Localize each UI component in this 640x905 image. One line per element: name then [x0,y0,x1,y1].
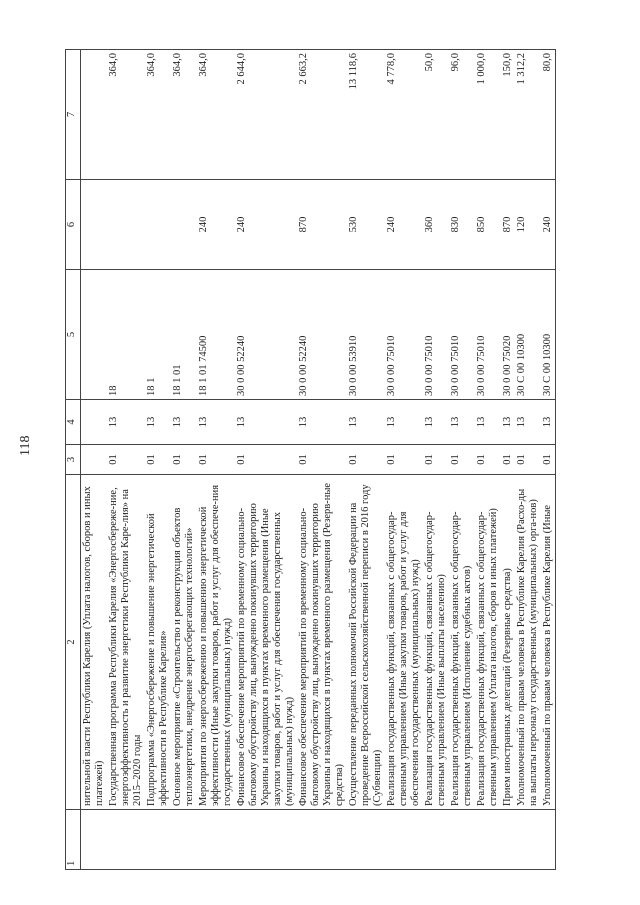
table-row [347,50,385,870]
column-header-2: 2 [66,475,81,810]
cell-col-1 [107,810,145,870]
column-header-4: 4 [66,400,81,445]
cell-col-7: 80,0 [541,50,556,180]
column-header-1: 1 [66,810,81,870]
column-header-3: 3 [66,445,81,475]
cell-col-7: 364,0 [107,50,145,180]
cell-col-7: 13 118,6 [347,50,385,180]
cell-col-3: 01 [235,445,297,475]
cell-name: Мероприятия по энергосбережению и повышению энергетической эффективности (Иные закупки товаров, работ и услуг для обеспече-ния государственных (муниципальных) нужд) [197,475,235,810]
cell-col-4: 13 [107,400,145,445]
cell-col-3: 01 [475,445,501,475]
cell-col-1 [385,810,423,870]
page-number: 118 [18,435,33,456]
cell-col-1 [541,810,556,870]
cell-col-4: 13 [515,400,541,445]
table-row [501,50,515,870]
cell-col-7: 2 644,0 [235,50,297,180]
cell-col-4: 13 [235,400,297,445]
cell-col-6: 240 [235,180,297,270]
column-header-6: 6 [66,180,81,270]
cell-col-4: 13 [145,400,171,445]
cell-col-5 [81,270,108,400]
cell-col-4: 13 [171,400,197,445]
cell-col-1 [423,810,449,870]
cell-col-6 [81,180,108,270]
cell-col-5: 30 0 00 53910 [347,270,385,400]
cell-col-4: 13 [385,400,423,445]
cell-col-4: 13 [347,400,385,445]
cell-col-4: 13 [541,400,556,445]
rotated-page [65,50,610,870]
cell-col-6 [145,180,171,270]
cell-col-5: 30 0 00 52240 [235,270,297,400]
cell-col-5: 30 0 00 75010 [423,270,449,400]
cell-col-3: 01 [501,445,515,475]
cell-col-7: 364,0 [145,50,171,180]
table-row [107,50,145,870]
cell-col-1 [81,810,108,870]
cell-col-3: 01 [107,445,145,475]
cell-col-6: 360 [423,180,449,270]
cell-col-4 [81,400,108,445]
cell-col-1 [197,810,235,870]
cell-col-4: 13 [501,400,515,445]
cell-col-5: 18 [107,270,145,400]
cell-col-5: 30 0 00 75010 [475,270,501,400]
table-row [515,50,541,870]
cell-name: Реализация государственных функций, связанных с общегосудар-ственным управлением (Уплата налогов, сборов и иных платежей) [475,475,501,810]
cell-col-5: 30 С 00 10300 [541,270,556,400]
cell-col-6 [171,180,197,270]
cell-col-3: 01 [541,445,556,475]
cell-col-3: 01 [449,445,475,475]
table-row [449,50,475,870]
cell-col-7: 1 000,0 [475,50,501,180]
cell-col-6: 870 [297,180,347,270]
table-row [235,50,297,870]
cell-col-1 [235,810,297,870]
table-row [385,50,423,870]
cell-col-5: 30 С 00 10300 [515,270,541,400]
cell-col-6: 850 [475,180,501,270]
cell-col-3: 01 [385,445,423,475]
table-header-row [66,50,81,870]
cell-col-4: 13 [449,400,475,445]
cell-col-7 [81,50,108,180]
column-header-5: 5 [66,270,81,400]
cell-col-3: 01 [515,445,541,475]
cell-name: Прием иностранных делегаций (Резервные средства) [501,475,515,810]
cell-col-3: 01 [347,445,385,475]
cell-name: Реализация государственных функций, связанных с общегосудар-ственным управлением (Иные выплаты населению) [423,475,449,810]
cell-name: Основное мероприятие «Строительство и реконструкция объектов теплоэнергетики, внедрение энергосберегающих технологий» [171,475,197,810]
cell-col-3: 01 [197,445,235,475]
cell-col-6: 530 [347,180,385,270]
cell-col-5: 30 0 00 75010 [385,270,423,400]
table-row [297,50,347,870]
cell-col-6: 830 [449,180,475,270]
cell-col-5: 30 0 00 75020 [501,270,515,400]
cell-col-1 [475,810,501,870]
cell-col-5: 30 0 00 75010 [449,270,475,400]
table-row [475,50,501,870]
table-row [541,50,556,870]
cell-col-7: 364,0 [171,50,197,180]
cell-col-5: 18 1 01 74500 [197,270,235,400]
cell-col-1 [347,810,385,870]
cell-col-7: 4 778,0 [385,50,423,180]
cell-col-6: 120 [515,180,541,270]
cell-col-4: 13 [475,400,501,445]
cell-name: Уполномоченный по правам человека в Республике Карелия (Расхо-ды на выплаты персоналу государственных (муниципальных) орга-нов) [515,475,541,810]
cell-col-7: 150,0 [501,50,515,180]
cell-col-7: 364,0 [197,50,235,180]
cell-name: Уполномоченный по правам человека в Республике Карелия (Иные [541,475,556,810]
cell-col-6: 240 [385,180,423,270]
cell-col-3 [81,445,108,475]
cell-col-1 [501,810,515,870]
cell-col-1 [515,810,541,870]
cell-col-1 [145,810,171,870]
table-row [81,50,108,870]
cell-col-7: 50,0 [423,50,449,180]
cell-name: Реализация государственных функций, связанных с общегосудар-ственным управлением (Иные закупки товаров, работ и услуг для обеспечения государственных (муниципальных) нужд) [385,475,423,810]
cell-col-7: 2 663,2 [297,50,347,180]
cell-col-5: 18 1 01 [171,270,197,400]
cell-col-6 [107,180,145,270]
cell-col-7: 1 312,2 [515,50,541,180]
cell-col-5: 30 0 00 52240 [297,270,347,400]
cell-col-6: 870 [501,180,515,270]
cell-col-3: 01 [145,445,171,475]
cell-name: Подпрограмма «Энергосбережение и повышение энергетической эффективности в Республике Карелия» [145,475,171,810]
cell-name: Осуществление переданных полномочий Российской Федерации на проведение Всероссийской сельскохозяйственной переписи в 2016 году (Субвенции) [347,475,385,810]
cell-col-7: 96,0 [449,50,475,180]
cell-col-4: 13 [423,400,449,445]
cell-col-1 [449,810,475,870]
cell-name: нительной власти Республики Карелия (Уплата налогов, сборов и иных платежей) [81,475,108,810]
table-row [423,50,449,870]
cell-col-1 [171,810,197,870]
cell-name: Реализация государственных функций, связанных с общегосудар-ственным управлением (Исполнение судебных актов) [449,475,475,810]
cell-col-3: 01 [297,445,347,475]
table-row [171,50,197,870]
cell-col-4: 13 [197,400,235,445]
table-row [145,50,171,870]
cell-col-5: 18 1 [145,270,171,400]
table-row [197,50,235,870]
column-header-7: 7 [66,50,81,180]
cell-col-3: 01 [423,445,449,475]
cell-col-6: 240 [541,180,556,270]
cell-name: Финансовое обеспечение мероприятий по временному социально-бытовому обустройству лиц, вынужденно покинувших территорию Украины и находящихся в пунктах временного размещения (Резерв-ные средства) [297,475,347,810]
cell-col-4: 13 [297,400,347,445]
cell-name: Финансовое обеспечение мероприятий по временному социально-бытовому обустройству лиц, вынужденно покинувших территорию Украины и находящихся в пунктах временного размещения (Иные закупки товаров, работ и услуг для обеспечения государственных (муниципальных) нужд) [235,475,297,810]
cell-name: Государственная программа Республики Карелия «Энергосбереже-ние, энергоэффективность и развитие энергетики Республики Каре-лия» на 2015–2020 годы [107,475,145,810]
cell-col-1 [297,810,347,870]
cell-col-6: 240 [197,180,235,270]
cell-col-3: 01 [171,445,197,475]
budget-table [65,49,556,870]
